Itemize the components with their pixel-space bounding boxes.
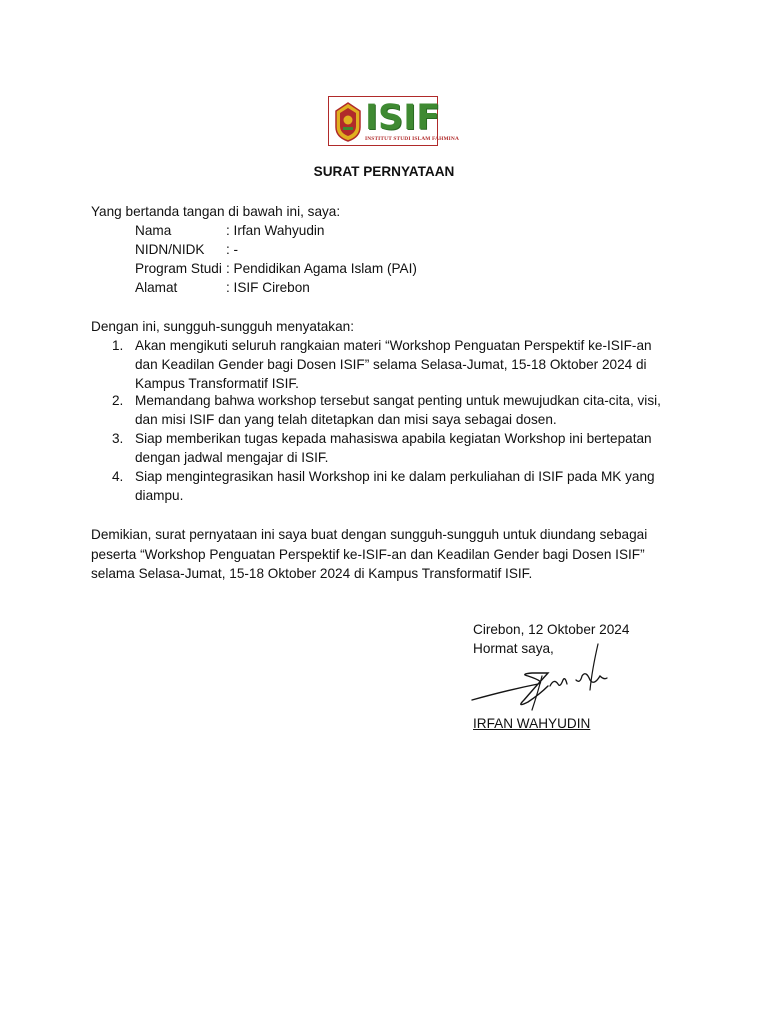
identity-label: Program Studi <box>135 261 222 276</box>
list-item-line: Siap memberikan tugas kepada mahasiswa apabila kegiatan Workshop ini bertepatan <box>135 431 652 446</box>
list-item-line: Siap mengintegrasikan hasil Workshop ini ke dalam perkuliahan di ISIF pada MK yang <box>135 469 655 484</box>
list-item-text <box>135 429 680 467</box>
list-item-line: diampu. <box>135 488 184 503</box>
identity-row-address <box>135 278 310 297</box>
list-item-line: Akan mengikuti seluruh rangkaian materi “Workshop Penguatan Perspektif ke-ISIF-an <box>135 338 652 353</box>
closing-line: peserta “Workshop Penguatan Perspektif ke-ISIF-an dan Keadilan Gender bagi Dosen ISIF” <box>91 546 645 562</box>
closing-paragraph <box>91 525 647 584</box>
identity-label: Alamat <box>135 280 178 295</box>
list-item-number: 4. <box>112 469 124 484</box>
handwritten-signature <box>468 640 618 716</box>
isif-logo <box>328 96 460 146</box>
list-item-number: 3. <box>112 431 124 446</box>
identity-value: : Irfan Wahyudin <box>226 223 325 238</box>
list-item-text <box>135 467 680 505</box>
list-item-text <box>135 391 680 429</box>
closing-line: selama Selasa-Jumat, 15-18 Oktober 2024 di Kampus Transformatif ISIF. <box>91 566 533 581</box>
identity-value: : ISIF Cirebon <box>226 280 310 295</box>
document-title: SURAT PERNYATAAN <box>313 164 455 179</box>
closing-line: Demikian, surat pernyataan ini saya buat dengan sungguh-sungguh untuk diundang sebagai <box>91 527 648 542</box>
intro-text: Yang bertanda tangan di bawah ini, saya: <box>91 204 341 219</box>
list-item-line: dan Keadilan Gender bagi Dosen ISIF” selama Selasa-Jumat, 15-18 Oktober 2024 di <box>135 357 647 372</box>
greeting: Hormat saya, <box>473 641 554 656</box>
list-item-number: 1. <box>112 338 124 353</box>
identity-row-nidn <box>135 240 238 259</box>
list-item-number: 2. <box>112 393 124 408</box>
identity-row-name <box>135 221 324 240</box>
logo-wordmark: ISIF <box>365 98 441 138</box>
signer-name: IRFAN WAHYUDIN <box>473 716 591 731</box>
list-item-line: dan misi ISIF dan yang telah ditetapkan dan misi saya sebagai dosen. <box>135 412 557 427</box>
logo-subtitle: INSTITUT STUDI ISLAM FAHMINA <box>365 136 460 142</box>
list-item-line: Memandang bahwa workshop tersebut sangat penting untuk mewujudkan cita-cita, visi, <box>135 393 661 408</box>
isif-emblem-icon <box>333 101 363 143</box>
list-item-line: Kampus Transformatif ISIF. <box>135 376 299 391</box>
list-item-line: dengan jadwal mengajar di ISIF. <box>135 450 329 465</box>
identity-value: : Pendidikan Agama Islam (PAI) <box>226 261 417 276</box>
identity-label: Nama <box>135 223 172 238</box>
declaration-intro: Dengan ini, sungguh-sungguh menyatakan: <box>91 319 355 334</box>
identity-row-program <box>135 259 417 278</box>
list-item-text <box>135 336 680 393</box>
identity-value: : - <box>226 242 239 257</box>
identity-label: NIDN/NIDK <box>135 242 205 257</box>
place-date: Cirebon, 12 Oktober 2024 <box>473 622 630 637</box>
